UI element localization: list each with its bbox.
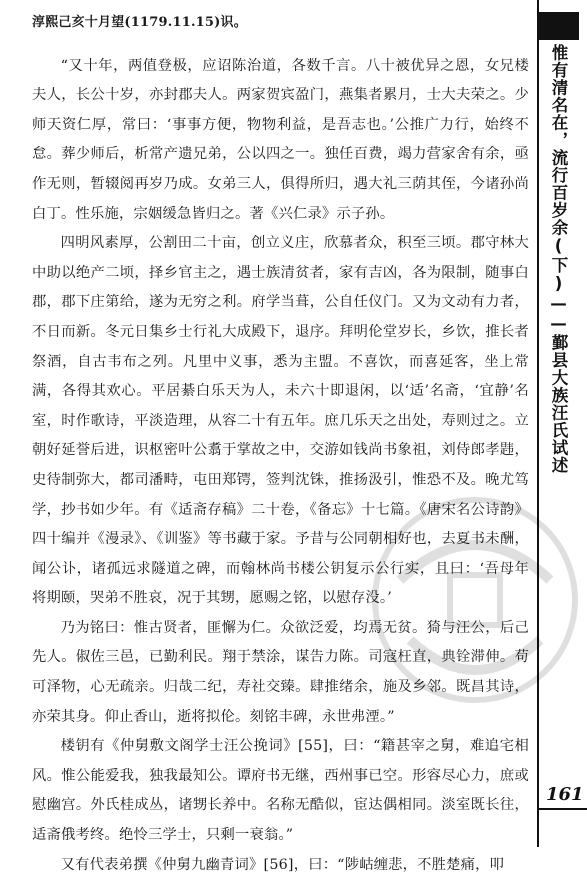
running-header-sidebar: [537, 0, 579, 847]
running-title: 惟有清名在，流行百岁余(下)——鄞县大族汪氏试述: [549, 44, 568, 474]
sidebar-rule: [537, 0, 539, 847]
page-number: 161: [546, 784, 584, 805]
paragraph-3: 四明风素厚，公割田二十亩，创立义庄，欣慕者众，积至三顷。郡守林大中助以绝产二顷，择乡官主之，遇士族清贫者，家有吉凶，各为限制，随事白郡，郡下庄第给，遂为无穷之利。府学当葺，公自任仪门。又为文动有力者，不日而新。冬元日集乡士行礼大成殿下，退序。拜明伦堂岁长，乡饮，推长者祭酒，自古韦布之列。凡里中义事，悉为主盟。不喜饮，而喜延客，坐上常满，各得其欢心。平居綦白乐天为人，未六十即退闲，以‘适’名斋，‘宜静’名室，时作歌诗，平淡造理，从容二十有五年。庶几乐天之出处，寿则过之。立朝好延誉后进，识枢密叶公翥于掌故之中，交游如钱尚书象祖，刘侍郎孝韪，史待制弥大，都司潘畤，屯田郑锷，签判沈铢，推扬汲引，惟恐不及。晚尤笃学，抄书如少年。有《适斋存稿》二十卷，《备忘》十七篇。《唐宋名公诗韵》四十编并《漫录》、《训鉴》等书藏于家。予昔与公同朝相好也，去夏书未酬，闻公讣，诸孤远求隧道之碑，而翰林尚书楼公钥复示公行实，且曰：‘吾母年将期颐，哭弟不胜哀，况于其甥，愿赐之铭，以慰存没。’: [32, 235, 529, 607]
paragraph-gap: [32, 38, 529, 52]
paragraph-1: 淳熙己亥十月望(1179.11.15)识。: [32, 15, 247, 30]
paragraph-4: 乃为铭曰：惟古贤者，匪懈为仁。众欲泛爱，均焉无贫。猗与汪公，后己先人。俶佐三邑，已勤利民。翔于禁涂，谋告力陈。司寇枉直，典铨滞伸。苟可泽物，心无疏亲。归哉二纪，寿社交臻。肆推绪余，施及乡邻。既昌其诗，亦荣其身。仰止香山，逝将拟伦。刻铭丰碑，永世弗湮。”: [32, 619, 529, 725]
paragraph-5: 楼钥有《仲舅敷文阁学士汪公挽词》[55]，曰：“籍甚宰之舅，难追宅相风。惟公能爱我，独我最知公。谭府书无继，西州事已空。形容尽心力，庶或慰幽宫。外氏桂成丛，诸甥长养中。名称无酷似，宦达偶相同。淡室既长往，适斋俄考终。绝怜三学士，只剩一衰翁。”: [32, 738, 529, 844]
page-number-rule: [537, 808, 587, 810]
paragraph-2: “又十年，两值登极，应诏陈治道，各数千言。八十被优异之恩，女兄楼夫人，长公十岁，亦封郡夫人。两家贺宾盈门，燕集者累月，士大夫荣之。少师天资仁厚，常曰：‘事事方便，物物利益，是吾志也。’公推广力行，始终不怠。葬少师后，析常产遗兄弟，公以四之一。独任百费，竭力营家舍有余，亟作无则，暂辍阅再岁乃成。女弟三人，俱得所归，遇大礼三荫其侄，今诸孙尚白丁。性乐施，宗姻缓急皆归之。著《兴仁录》示子孙。: [32, 57, 529, 222]
sidebar-black-block: [537, 12, 579, 40]
paragraph-6: 又有代表弟撰《仲舅九幽青词》[56]，曰：“陟岵缠悲，不胜楚痛，叩: [60, 856, 505, 873]
body-text: [32, 8, 529, 880]
